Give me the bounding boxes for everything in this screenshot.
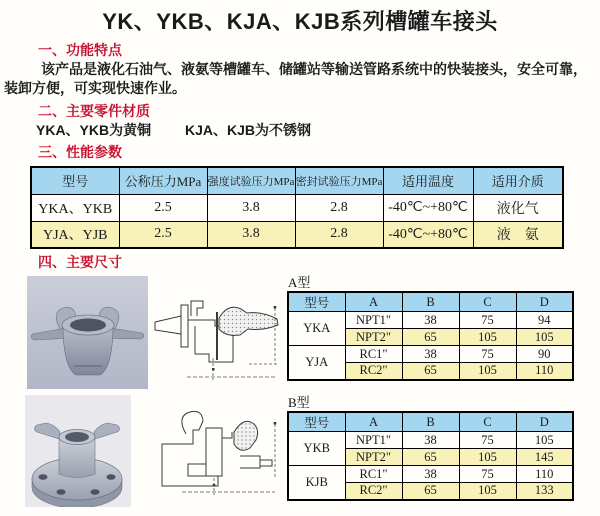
figures-area	[0, 274, 600, 514]
dim-header-cell: D	[516, 412, 573, 432]
dim-cell: 75	[459, 312, 516, 329]
perf-header-cell: 密封试验压力MPa	[295, 167, 383, 194]
dim-row	[288, 346, 573, 363]
perf-cell: -40℃~+80℃	[383, 194, 473, 221]
dim-header-cell: B	[402, 292, 459, 312]
material-item-brass: YKA、YKB为黄铜	[36, 122, 152, 138]
dim-table-a-label: A型	[288, 275, 311, 290]
dim-cell: 105	[459, 329, 516, 346]
dim-header-cell: B	[402, 412, 459, 432]
dim-cell: RC1"	[345, 466, 402, 483]
dim-row	[288, 312, 573, 329]
perf-cell: 3.8	[207, 221, 295, 248]
page-title: YK、YKB、KJA、KJB系列槽罐车接头	[102, 9, 498, 34]
dim-table-b-block	[287, 396, 574, 501]
perf-cell: -40℃~+80℃	[383, 221, 473, 248]
dim-cell: 65	[402, 363, 459, 380]
dim-row	[288, 466, 573, 483]
dim-cell: 75	[459, 346, 516, 363]
dim-cell: 105	[459, 363, 516, 380]
coupling-cross-section-drawing-a	[151, 282, 284, 386]
dim-cell: 105	[516, 329, 573, 346]
performance-table	[30, 166, 564, 249]
dim-cell: 65	[402, 449, 459, 466]
dim-table-b	[287, 411, 574, 501]
perf-row	[31, 221, 563, 248]
dim-cell: NPT1"	[345, 312, 402, 329]
dim-cell: 133	[516, 483, 573, 500]
claw-coupling-photo	[27, 276, 148, 389]
perf-cell: 2.5	[119, 221, 207, 248]
dim-cell: 90	[516, 346, 573, 363]
performance-table-body	[31, 194, 563, 248]
dim-cell: RC2"	[345, 483, 402, 500]
perf-cell: YKA、YKB	[31, 194, 119, 221]
perf-header-cell: 适用介质	[473, 167, 563, 194]
dim-header-cell: A	[345, 412, 402, 432]
dim-cell: 94	[516, 312, 573, 329]
coupling-cross-section-drawing-b	[156, 398, 282, 502]
dim-cell: 145	[516, 449, 573, 466]
dim-cell: 110	[516, 363, 573, 380]
dim-table-a	[287, 291, 574, 381]
perf-cell: 2.8	[295, 194, 383, 221]
dim-model-cell: YJA	[288, 346, 345, 380]
dim-cell: 75	[459, 466, 516, 483]
dim-model-cell: KJB	[288, 466, 345, 500]
perf-cell: 2.5	[119, 194, 207, 221]
perf-header-cell: 适用温度	[383, 167, 473, 194]
perf-cell: 液化气	[473, 194, 563, 221]
dim-cell: 75	[459, 432, 516, 449]
flange-coupling-photo	[25, 395, 131, 507]
section-heading-features: 一、功能特点	[38, 42, 122, 58]
section-heading-materials: 二、主要零件材质	[38, 103, 150, 119]
dim-header-cell: C	[459, 292, 516, 312]
features-paragraph: 该产品是液化石油气、液氨等槽罐车、储罐站等输送管路系统中的快装接头，安全可靠，装卸方便，可实现快速作业。	[4, 61, 587, 96]
performance-header-row	[31, 167, 563, 194]
dim-cell: 105	[516, 432, 573, 449]
materials-line	[36, 121, 600, 139]
dim-table-b-label: B型	[288, 395, 310, 410]
perf-cell: 液 氨	[473, 221, 563, 248]
perf-header-cell: 型号	[31, 167, 119, 194]
perf-header-cell: 强度试验压力MPa	[207, 167, 295, 194]
dim-model-cell: YKB	[288, 432, 345, 466]
dim-header-cell: C	[459, 412, 516, 432]
dim-header-cell: D	[516, 292, 573, 312]
dim-cell: RC1"	[345, 346, 402, 363]
dim-cell: NPT2"	[345, 329, 402, 346]
dim-cell: 38	[402, 432, 459, 449]
perf-cell: YJA、YJB	[31, 221, 119, 248]
dim-cell: 65	[402, 483, 459, 500]
dim-cell: 38	[402, 346, 459, 363]
material-item-stainless: KJA、KJB为不锈钢	[185, 122, 312, 138]
perf-header-cell: 公称压力MPa	[119, 167, 207, 194]
dim-cell: NPT2"	[345, 449, 402, 466]
dim-cell: 105	[459, 449, 516, 466]
dim-model-cell: YKA	[288, 312, 345, 346]
dim-cell: 38	[402, 312, 459, 329]
dim-table-a-block	[287, 276, 574, 381]
dim-header-cell: 型号	[288, 292, 345, 312]
dim-row	[288, 432, 573, 449]
section-heading-dimensions: 四、主要尺寸	[38, 254, 122, 270]
dim-cell: 38	[402, 466, 459, 483]
dim-cell: 105	[459, 483, 516, 500]
dim-cell: NPT1"	[345, 432, 402, 449]
dim-header-cell: A	[345, 292, 402, 312]
dim-cell: 110	[516, 466, 573, 483]
perf-cell: 2.8	[295, 221, 383, 248]
section-heading-performance: 三、性能参数	[38, 144, 122, 160]
dim-cell: 65	[402, 329, 459, 346]
perf-row	[31, 194, 563, 221]
perf-cell: 3.8	[207, 194, 295, 221]
dim-cell: RC2"	[345, 363, 402, 380]
dim-header-cell: 型号	[288, 412, 345, 432]
